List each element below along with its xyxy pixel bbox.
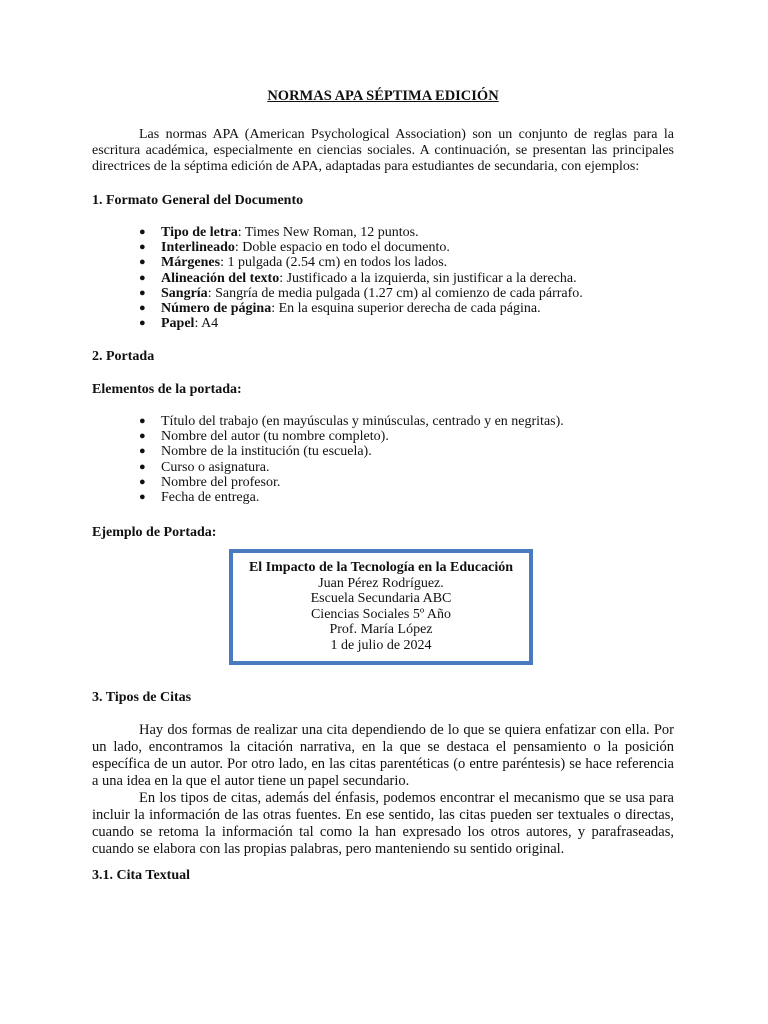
list-item-text: : 1 pulgada (2.54 cm) en todos los lados.: [220, 255, 448, 271]
list-item-label: Sangría: [161, 285, 208, 301]
list-item: [138, 460, 674, 475]
cover-example-box: [229, 549, 533, 664]
list-item: [138, 286, 674, 301]
bullet-icon: ●: [139, 460, 146, 473]
bullet-icon: ●: [139, 225, 146, 238]
document-title: NORMAS APA SÉPTIMA EDICIÓN: [267, 88, 499, 104]
citas-paragraph-1: Hay dos formas de realizar una cita dependiendo de lo que se quiera enfatizar con ella. Por un lado, encontramos la citación narrativa, en la que se destaca el pensamiento o la posición específica de un autor. Por otro lado, en las citas parentéticas (o entre paréntesis) se hace referencia a una idea en la que el autor tiene un papel secundario.: [92, 721, 674, 789]
bullet-icon: ●: [139, 256, 146, 269]
list-item-text: Nombre del autor (tu nombre completo).: [161, 428, 389, 444]
subheading-cita-textual: 3.1. Cita Textual: [92, 867, 191, 883]
subheading-ejemplo-portada: Ejemplo de Portada:: [92, 525, 217, 541]
bullet-icon: ●: [139, 317, 146, 330]
list-item-text: Nombre de la institución (tu escuela).: [161, 444, 372, 460]
bullet-icon: ●: [139, 271, 146, 284]
list-item-text: Título del trabajo (en mayúsculas y minúsculas, centrado y en negritas).: [161, 413, 564, 429]
cover-course: Ciencias Sociales 5º Año: [310, 606, 452, 622]
list-item: [138, 240, 674, 255]
list-item: [138, 475, 674, 490]
list-item-label: Número de página: [161, 301, 272, 317]
list-item-label: Tipo de letra: [161, 224, 238, 240]
list-item-text: : Sangría de media pulgada (1.27 cm) al comienzo de cada párrafo.: [207, 285, 583, 301]
bullet-icon: ●: [139, 302, 146, 315]
list-item: [138, 414, 674, 429]
list-item-label: Alineación del texto: [161, 270, 280, 286]
list-item: [138, 301, 674, 316]
list-item: [138, 429, 674, 444]
bullet-icon: ●: [139, 445, 146, 458]
bullet-icon: ●: [139, 240, 146, 253]
list-item-label: Márgenes: [161, 255, 221, 271]
bullet-icon: ●: [139, 475, 146, 488]
cover-author: Juan Pérez Rodríguez.: [318, 575, 444, 591]
bullet-icon: ●: [139, 286, 146, 299]
cover-date: 1 de julio de 2024: [330, 637, 432, 653]
list-item: [138, 271, 674, 286]
list-item: [138, 255, 674, 270]
section-heading-portada: 2. Portada: [92, 348, 155, 364]
list-item-text: : En la esquina superior derecha de cada página.: [271, 301, 541, 317]
list-item: [138, 316, 674, 331]
list-item: [138, 225, 674, 240]
list-item-text: : Times New Roman, 12 puntos.: [237, 224, 419, 240]
intro-paragraph: Las normas APA (American Psychological Association) son un conjunto de reglas para la escritura académica, especialmente en ciencias sociales. A continuación, se presentan las principales directrices de la séptima edición de APA, adaptadas para estudiantes de secundaria, con ejemplos:: [92, 127, 674, 175]
section-heading-formato: 1. Formato General del Documento: [92, 192, 304, 208]
bullet-icon: ●: [139, 491, 146, 504]
cover-school: Escuela Secundaria ABC: [310, 591, 452, 607]
list-item-text: Nombre del profesor.: [161, 474, 281, 490]
cover-elements-list: [92, 414, 674, 506]
document-page: [92, 86, 674, 884]
citas-paragraph-2: En los tipos de citas, además del énfasis, podemos encontrar el mecanismo que se usa para incluir la información de las otras fuentes. En ese sentido, las citas pueden ser textuales o directas, cuando se retoma la información tal como la han expresado los otros autores, y parafraseadas, cuando se elabora con las propias palabras, pero manteniendo su sentido original.: [92, 789, 674, 857]
format-list: [92, 225, 674, 332]
bullet-icon: ●: [139, 429, 146, 442]
bullet-icon: ●: [139, 414, 146, 427]
list-item-label: Papel: [161, 316, 195, 332]
list-item: [138, 490, 674, 505]
cover-teacher: Prof. María López: [329, 622, 433, 638]
section-heading-citas: 3. Tipos de Citas: [92, 689, 192, 705]
cover-title: El Impacto de la Tecnología en la Educación: [248, 560, 514, 576]
list-item-label: Interlineado: [161, 239, 235, 255]
list-item: [138, 444, 674, 459]
list-item-text: : Justificado a la izquierda, sin justificar a la derecha.: [279, 270, 577, 286]
list-item-text: Curso o asignatura.: [161, 459, 270, 475]
list-item-text: Fecha de entrega.: [161, 490, 260, 506]
list-item-text: : A4: [194, 316, 219, 332]
list-item-text: : Doble espacio en todo el documento.: [234, 239, 450, 255]
subheading-elementos: Elementos de la portada:: [92, 381, 242, 397]
